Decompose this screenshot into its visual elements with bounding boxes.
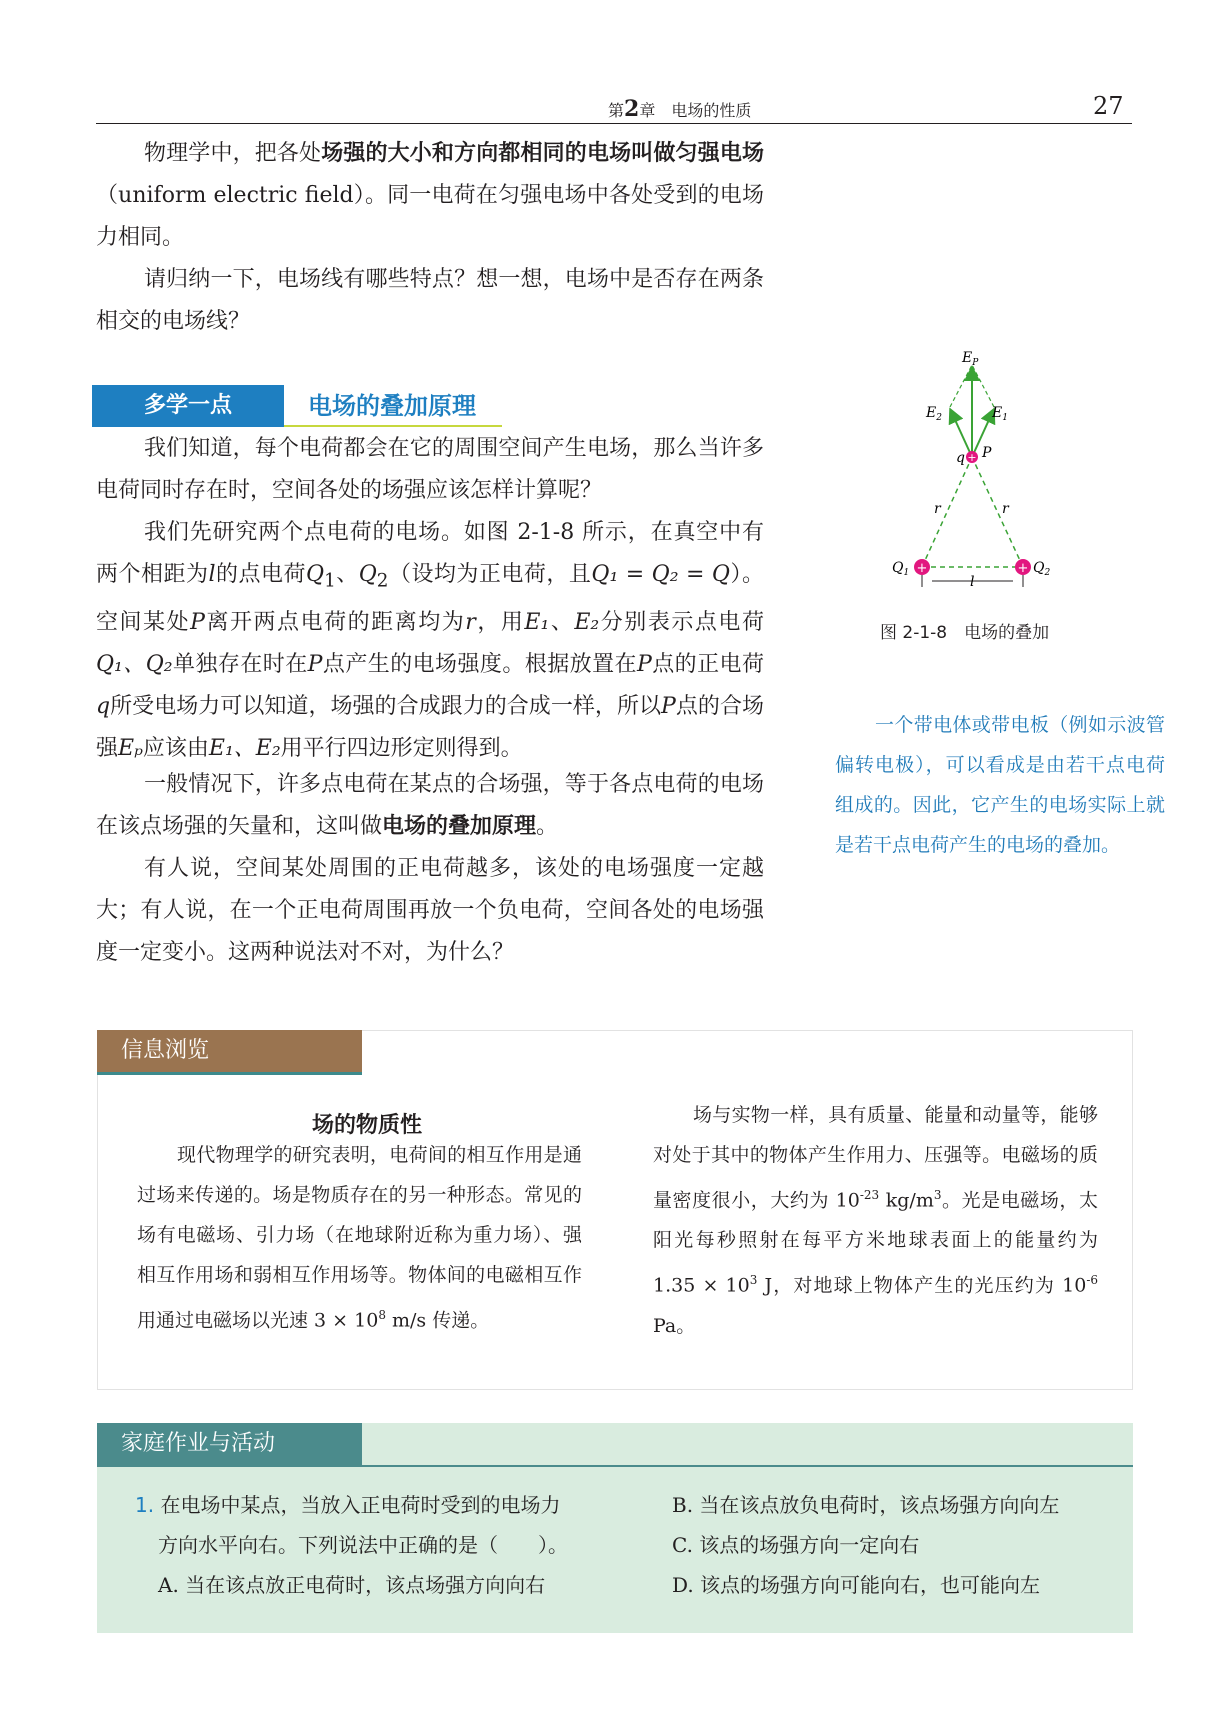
more-paragraph-3: 一般情况下，许多点电荷在某点的合场强，等于各点电荷的电场在该点场强的矢量和，这叫做电场的叠加原理。 <box>96 772 764 839</box>
info-left-text: 现代物理学的研究表明，电荷间的相互作用是通过场来传递的。场是物质存在的另一种形态。常见的场有电磁场、引力场（在地球附近称为重力场）、强相互作用场和弱相互作用场等。物体间的电磁相互作用通过电磁场以光速 $3 \times 10^8$ m/s 传递。 <box>137 1144 582 1332</box>
info-right-text: 场与实物一样，具有质量、能量和动量等，能够对处于其中的物体产生作用力、压强等。电磁场的质量密度很小，大约为 $10^{-23}$ $kg/m^3$。光是电磁场，太阳光每秒照射在每平方米地球表面上的能量约为 $1.35 \times 10^3$ J，对地球上物体产生的光压约为 $10^{-6}$ Pa。 <box>653 1104 1099 1337</box>
figure-caption: 图 2-1-8 电场的叠加 <box>880 623 1050 643</box>
option-d: D. 该点的场强方向可能向右，也可能向左 <box>672 1573 1041 1597</box>
label-p: P <box>982 445 992 461</box>
label-q2: $Q_2$ <box>1033 560 1051 578</box>
learn-more-label: 多学一点 <box>92 385 284 427</box>
plus-sign-q2: + <box>1017 561 1029 576</box>
label-q: q <box>956 450 965 466</box>
margin-note: 一个带电体或带电板（例如示波管偏转电极），可以看成是由若干点电荷组成的。因此，它产生的电场实际上就是若干点电荷产生的电场的叠加。 <box>835 714 1165 856</box>
homework-underline <box>97 1465 1133 1467</box>
info-label-underline <box>97 1072 362 1075</box>
question-1-line-2: 方向水平向右。下列说法中正确的是（ ）。 <box>158 1533 568 1557</box>
intro-paragraph-1: 物理学中，把各处场强的大小和方向都相同的电场叫做匀强电场（uniform electric field）。同一电荷在匀强电场中各处受到的电场力相同。 <box>96 141 764 250</box>
info-label: 信息浏览 <box>97 1030 362 1072</box>
intro-paragraph-2: 请归纳一下，电场线有哪些特点？想一想，电场中是否存在两条相交的电场线？ <box>96 267 764 334</box>
label-l: l <box>970 574 975 590</box>
option-c: C. 该点的场强方向一定向右 <box>672 1533 920 1557</box>
page-number: 27 <box>1093 92 1124 120</box>
more-paragraph-1: 我们知道，每个电荷都会在它的周围空间产生电场，那么当许多电荷同时存在时，空间各处的场强应该怎样计算呢？ <box>96 436 764 503</box>
chapter-header: 第2章 电场的性质 <box>608 96 752 122</box>
parallelogram-right <box>972 365 994 407</box>
option-b: B. 当在该点放负电荷时，该点场强方向向左 <box>672 1493 1060 1517</box>
title-underline <box>284 425 502 427</box>
label-ep: $E_P$ <box>962 350 979 368</box>
info-title: 场的物质性 <box>311 1113 422 1138</box>
option-a: A. 当在该点放正电荷时，该点场强方向向右 <box>158 1573 546 1597</box>
plus-sign-q: + <box>967 451 977 464</box>
more-paragraph-2: 我们先研究两个点电荷的电场。如图 2-1-8 所示，在真空中有两个相距为l的点电荷$Q_1$、$Q_2$（设均为正电荷，且Q₁ = Q₂ = Q）。空间某处P离开两点电荷的距离均为r，用E₁、E₂分别表示点电荷Q₁、Q₂单独存在时在P点产生的电场强度。根据放置在P点的正电荷q所受电场力可以知道，场强的合成跟力的合成一样，所以P点的合场强Eₚ应该由E₁、E₂用平行四边形定则得到。 <box>96 520 764 762</box>
parallelogram-left <box>950 365 972 407</box>
section-title: 电场的叠加原理 <box>308 392 476 420</box>
label-r-right: r <box>1002 501 1009 517</box>
distance-line-left <box>922 457 972 567</box>
label-e1: $E_1$ <box>992 405 1008 423</box>
header-rule <box>96 123 1132 124</box>
homework-label: 家庭作业与活动 <box>97 1423 362 1465</box>
label-e2: $E_2$ <box>926 405 942 423</box>
label-r-left: r <box>934 501 941 517</box>
distance-line-right <box>972 457 1023 567</box>
superposition-figure <box>880 345 1080 595</box>
label-q1: $Q_1$ <box>892 560 910 578</box>
more-paragraph-4: 有人说，空间某处周围的正电荷越多，该处的电场强度一定越大；有人说，在一个正电荷周围再放一个负电荷，空间各处的电场强度一定变小。这两种说法对不对，为什么？ <box>96 856 764 965</box>
plus-sign-q1: + <box>916 561 928 576</box>
question-1: 1. 在电场中某点，当放入正电荷时受到的电场力 <box>135 1493 561 1517</box>
